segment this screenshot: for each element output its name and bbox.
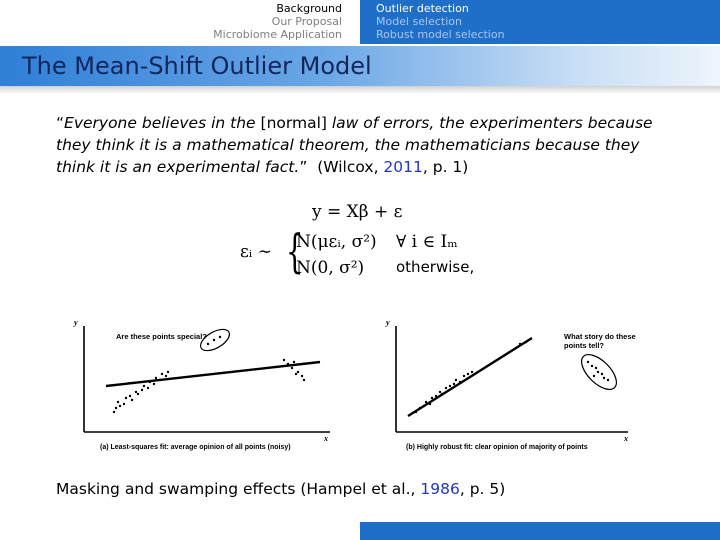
footer-left bbox=[0, 522, 360, 540]
quote-normal: [normal] bbox=[260, 114, 327, 132]
case2-distribution: N(0, σ²) bbox=[296, 258, 365, 278]
right-y-axis-label: y bbox=[386, 318, 390, 327]
bottom-year-link[interactable]: 1986 bbox=[420, 480, 460, 498]
case2-condition: otherwise, bbox=[396, 258, 475, 276]
footer-right bbox=[360, 522, 720, 540]
quote-open-mark: “ bbox=[56, 114, 65, 132]
nav-subsection-robust-model-selection[interactable]: Robust model selection bbox=[376, 28, 505, 41]
case1-condition: ∀ i ∈ Iₘ bbox=[396, 232, 458, 252]
bottom-citation bbox=[56, 480, 505, 498]
title-shadow bbox=[0, 86, 720, 94]
quote-line1-c: law of errors, the experimenters because bbox=[326, 114, 653, 132]
figure-least-squares bbox=[74, 316, 340, 456]
right-x-axis-label: x bbox=[624, 434, 628, 443]
quote-close-mark: ” bbox=[299, 158, 308, 176]
figure-robust bbox=[386, 316, 642, 456]
quote-citation-year-link[interactable]: 2011 bbox=[383, 158, 423, 176]
section-nav bbox=[0, 0, 360, 44]
nav-section-our-proposal[interactable]: Our Proposal bbox=[271, 15, 342, 28]
quote-line2: they think it is a mathematical theorem, the mathematicians because they bbox=[56, 136, 640, 154]
nav-section-background[interactable]: Background bbox=[276, 2, 342, 15]
frame-title: The Mean-Shift Outlier Model bbox=[22, 52, 372, 80]
quote-line1-a: Everyone believes in the bbox=[64, 114, 261, 132]
nav-subsection-outlier-detection[interactable]: Outlier detection bbox=[376, 2, 469, 15]
quote-block bbox=[56, 112, 656, 178]
subsection-nav bbox=[360, 0, 720, 44]
nav-subsection-model-selection[interactable]: Model selection bbox=[376, 15, 462, 28]
right-annotation-line1: What story do these bbox=[564, 332, 636, 341]
right-annotation-line2: points tell? bbox=[564, 341, 604, 350]
quote-line3: think it is an experimental fact. bbox=[56, 158, 300, 176]
quote-citation-close: , p. 1) bbox=[422, 158, 469, 176]
error-lhs: εᵢ ∼ bbox=[240, 242, 272, 262]
left-y-axis-label: y bbox=[74, 318, 78, 327]
bottom-text-a: Masking and swamping effects (Hampel et al., bbox=[56, 480, 421, 498]
footer-bar bbox=[0, 522, 720, 540]
left-annotation: Are these points special? bbox=[116, 332, 207, 341]
brace-icon: { bbox=[285, 224, 304, 278]
case1-distribution: N(μεᵢ, σ²) bbox=[296, 232, 377, 252]
left-x-axis-label: x bbox=[324, 434, 328, 443]
right-caption: (b) Highly robust fit: clear opinion of majority of points bbox=[406, 444, 588, 451]
left-caption: (a) Least-squares fit: average opinion of all points (noisy) bbox=[100, 444, 291, 451]
model-equation: y = Xβ + ε bbox=[312, 202, 403, 222]
nav-section-microbiome-application[interactable]: Microbiome Application bbox=[213, 28, 342, 41]
bottom-text-b: , p. 5) bbox=[459, 480, 506, 498]
frame-title-bar bbox=[0, 46, 720, 86]
quote-citation-open: (Wilcox, bbox=[317, 158, 384, 176]
header-navigation bbox=[0, 0, 720, 44]
